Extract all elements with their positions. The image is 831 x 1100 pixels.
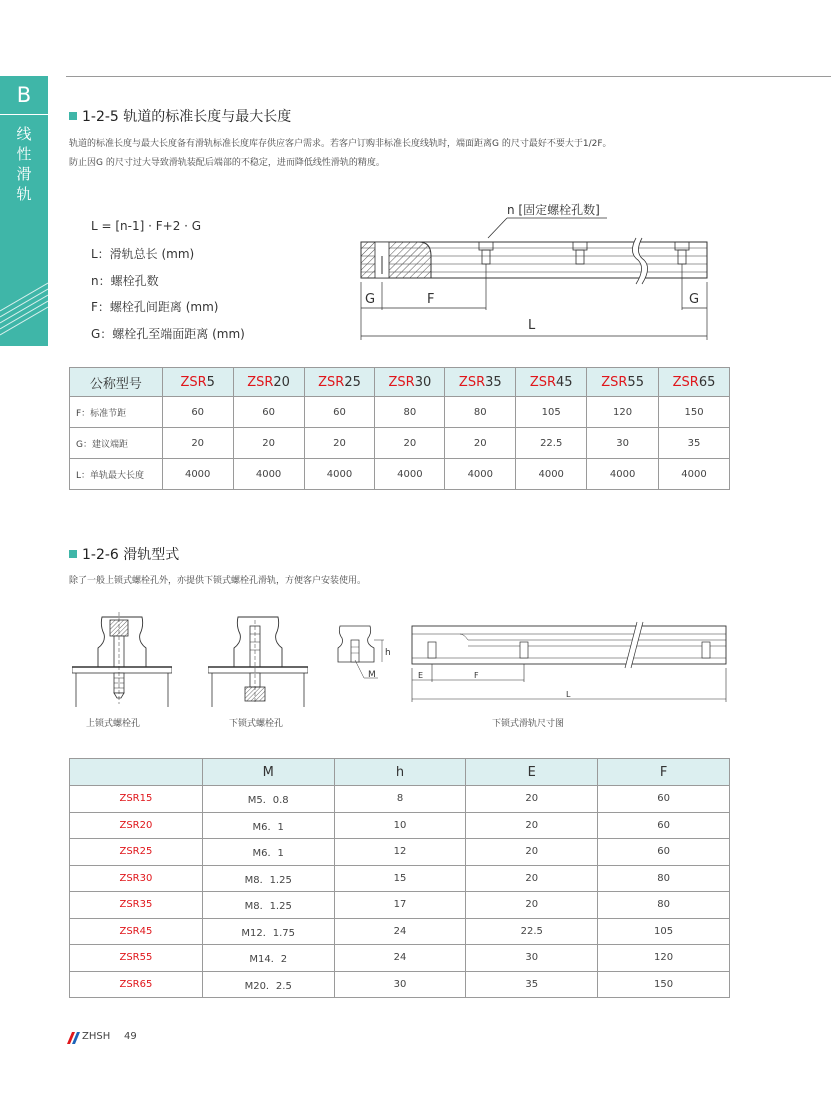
dim-L: L [566, 690, 571, 699]
table-header-row [70, 368, 730, 397]
table-cell: 4000 [587, 459, 659, 490]
model-cell: ZSR30 [70, 865, 203, 892]
chapter-char: 线 [16, 125, 32, 143]
table-cell: 20 [304, 428, 375, 459]
model-cell: ZSR65 [70, 971, 203, 998]
caption-lower-lock: 下锁式螺栓孔 [229, 719, 284, 729]
footer-brand: ZHSH [82, 1031, 111, 1042]
lower-lock-rail-dimension-drawing [408, 620, 730, 708]
table-cell: 60 [598, 812, 730, 839]
formula-line: G：螺栓孔至端面距离 (mm) [91, 327, 245, 341]
lower-lock-profile-drawing [334, 622, 398, 688]
table-cell: 4000 [516, 459, 587, 490]
model-cell: ZSR35 [70, 892, 203, 919]
model-cell: ZSR20 [70, 812, 203, 839]
formula-line: F：螺栓孔间距离 (mm) [91, 300, 219, 314]
table-cell: 30 [334, 971, 466, 998]
table-cell: 12 [334, 839, 466, 866]
table-cell: 80 [445, 397, 516, 428]
row-label: G：建议端距 [70, 428, 163, 459]
upper-lock-drawing [72, 612, 172, 707]
model-header-cell: ZSR20 [233, 368, 304, 397]
lower-lock-spec-table [69, 758, 730, 998]
table-cell: 120 [598, 945, 730, 972]
table-cell: M5．0.8 [202, 786, 334, 813]
table-row [70, 786, 730, 813]
model-cell: ZSR55 [70, 945, 203, 972]
table-cell: 60 [598, 839, 730, 866]
table-cell: 15 [334, 865, 466, 892]
page-number: 49 [124, 1031, 137, 1042]
formula-line: n：螺栓孔数 [91, 274, 159, 288]
table-cell: 20 [466, 865, 598, 892]
model-cell: ZSR45 [70, 918, 203, 945]
rail-length-diagram [355, 198, 715, 343]
table-cell: M12．1.75 [202, 918, 334, 945]
chapter-title [0, 124, 48, 204]
paragraph-line: 轨道的标准长度与最大长度备有滑轨标准长度库存供应客户需求。若客户订购非标准长度线轨时，端面距离G 的尺寸最好不要大于1/2F。 [69, 139, 612, 149]
table-cell: 80 [598, 892, 730, 919]
header-cell: F [598, 759, 730, 786]
table-cell: 150 [598, 971, 730, 998]
model-header-cell: ZSR65 [659, 368, 730, 397]
table-cell: 4000 [375, 459, 445, 490]
model-header-cell: ZSR25 [304, 368, 375, 397]
table-row [70, 945, 730, 972]
section-title [69, 544, 179, 564]
chapter-char: 滑 [16, 165, 32, 183]
table-cell: 10 [334, 812, 466, 839]
dim-M: M [368, 670, 376, 680]
table-cell: 20 [445, 428, 516, 459]
table-row [70, 459, 730, 490]
table-cell: 35 [466, 971, 598, 998]
table-cell: 150 [659, 397, 730, 428]
table-cell: 20 [466, 839, 598, 866]
table-cell: 20 [466, 786, 598, 813]
model-header-cell: ZSR30 [375, 368, 445, 397]
n-label: n [固定螺栓孔数] [507, 203, 600, 217]
table-cell: M8．1.25 [202, 865, 334, 892]
dim-h: h [385, 648, 391, 658]
table-row [70, 397, 730, 428]
dim-F: F [427, 292, 435, 307]
table-cell: 20 [162, 428, 233, 459]
header-cell: h [334, 759, 466, 786]
top-rule [66, 76, 831, 77]
table-cell: 60 [162, 397, 233, 428]
table-cell: 30 [466, 945, 598, 972]
table-row [70, 839, 730, 866]
model-cell: ZSR15 [70, 786, 203, 813]
table-cell: 20 [233, 428, 304, 459]
table-cell: 20 [466, 812, 598, 839]
model-cell: ZSR25 [70, 839, 203, 866]
model-header-cell: ZSR35 [445, 368, 516, 397]
dim-E: E [418, 671, 424, 680]
section-title [69, 106, 291, 126]
bullet-square-icon [69, 112, 77, 120]
table-cell: 20 [375, 428, 445, 459]
table-row [70, 865, 730, 892]
table-row [70, 812, 730, 839]
table-row [70, 971, 730, 998]
table-cell: 60 [304, 397, 375, 428]
chapter-char: 性 [16, 145, 32, 163]
header-cell: M [202, 759, 334, 786]
dim-F: F [474, 671, 479, 680]
header-cell: E [466, 759, 598, 786]
table-cell: 17 [334, 892, 466, 919]
table-cell: M6．1 [202, 839, 334, 866]
table-cell: M14．2 [202, 945, 334, 972]
table-cell: 4000 [304, 459, 375, 490]
model-header-cell: ZSR5 [162, 368, 233, 397]
table-cell: 60 [233, 397, 304, 428]
table-row [70, 892, 730, 919]
chapter-char: 轨 [16, 185, 32, 203]
paragraph: 除了一般上锁式螺栓孔外，亦提供下锁式螺栓孔滑轨，方便客户安装使用。 [69, 576, 367, 586]
standard-length-table [69, 367, 730, 490]
header-cell: 公称型号 [70, 368, 163, 397]
table-row [70, 918, 730, 945]
caption-upper-lock: 上锁式螺栓孔 [86, 719, 141, 729]
table-cell: 30 [587, 428, 659, 459]
table-cell: M20．2.5 [202, 971, 334, 998]
paragraph [69, 135, 612, 173]
chapter-side-tab [0, 76, 48, 346]
decorative-stripes [0, 281, 48, 346]
table-cell: 35 [659, 428, 730, 459]
table-cell: 105 [516, 397, 587, 428]
table-cell: 22.5 [516, 428, 587, 459]
chapter-letter: B [0, 76, 48, 115]
table-cell: 4000 [659, 459, 730, 490]
table-cell: 4000 [445, 459, 516, 490]
dim-L: L [528, 318, 536, 333]
table-cell: M8．1.25 [202, 892, 334, 919]
dim-G-left: G [365, 292, 376, 307]
model-header-cell: ZSR55 [587, 368, 659, 397]
header-cell [70, 759, 203, 786]
table-cell: 105 [598, 918, 730, 945]
paragraph-line: 防止因G 的尺寸过大导致滑轨装配后端部的不稳定，进而降低线性滑轨的精度。 [69, 158, 385, 168]
section-title-text: 1-2-5 轨道的标准长度与最大长度 [82, 109, 292, 125]
table-cell: 24 [334, 945, 466, 972]
section-title-text: 1-2-6 滑轨型式 [82, 547, 180, 563]
caption-dimension-drawing: 下锁式滑轨尺寸图 [492, 719, 565, 729]
model-header-cell: ZSR45 [516, 368, 587, 397]
table-cell: 4000 [162, 459, 233, 490]
table-cell: 20 [466, 892, 598, 919]
lower-lock-drawing [208, 612, 308, 707]
table-cell: 24 [334, 918, 466, 945]
table-header-row [70, 759, 730, 786]
formula-line: L：滑轨总长 (mm) [91, 247, 195, 261]
table-cell: 22.5 [466, 918, 598, 945]
brand-logo-icon [66, 1031, 80, 1045]
table-cell: 120 [587, 397, 659, 428]
dim-G-right: G [689, 292, 700, 307]
table-cell: 80 [375, 397, 445, 428]
table-cell: 60 [598, 786, 730, 813]
formula-line: L = [n-1] · F+2 · G [91, 219, 202, 233]
table-cell: M6．1 [202, 812, 334, 839]
table-cell: 4000 [233, 459, 304, 490]
bullet-square-icon [69, 550, 77, 558]
row-label: L：单轨最大长度 [70, 459, 163, 490]
table-row [70, 428, 730, 459]
row-label: F：标准节距 [70, 397, 163, 428]
table-cell: 80 [598, 865, 730, 892]
table-cell: 8 [334, 786, 466, 813]
